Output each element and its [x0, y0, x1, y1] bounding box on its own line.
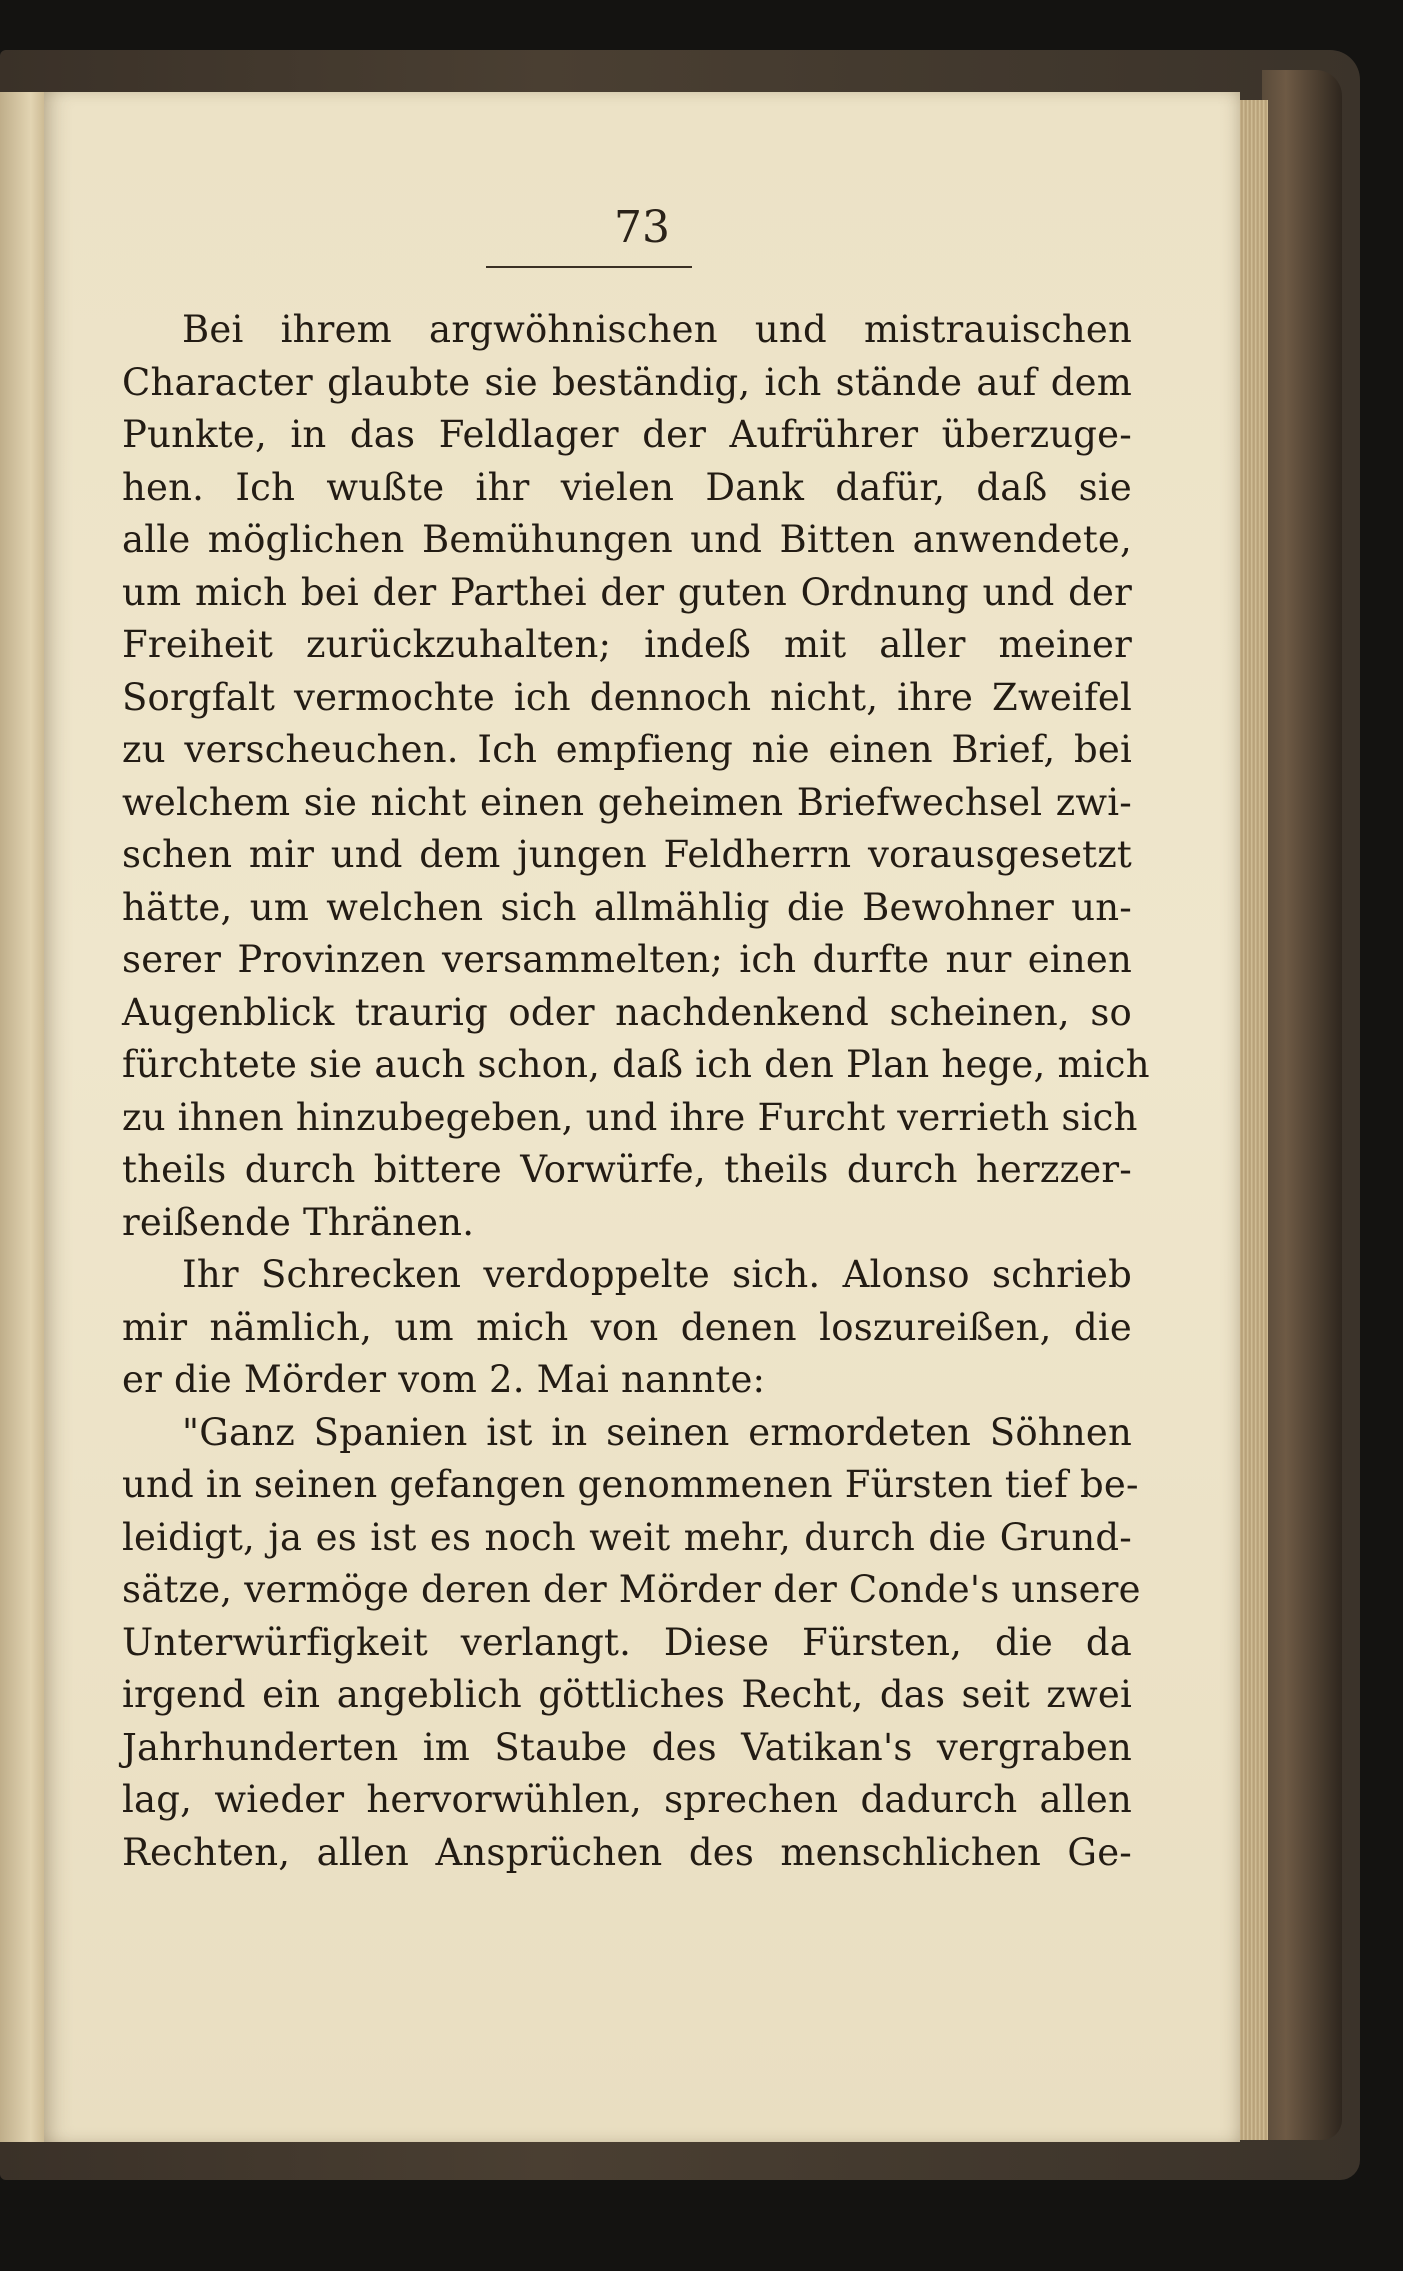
text-line: und in seinen gefangen genommenen Fürsten tief be-	[122, 1463, 1139, 1506]
text-line: hen. Ich wußte ihr vielen Dank dafür, daß sie	[122, 465, 1132, 509]
previous-page-sliver	[0, 92, 44, 2142]
text-line: zu verscheuchen. Ich empfieng nie einen Brief, bei	[122, 728, 1132, 771]
text-line: Unterwürfigkeit verlangt. Diese Fürsten, die da	[122, 1620, 1132, 1664]
text-line: Freiheit zurückzuhalten; indeß mit aller meiner	[122, 623, 1132, 666]
book-spine-edge	[1262, 70, 1342, 2140]
text-line: welchem sie nicht einen geheimen Briefwechsel zwi-	[122, 780, 1132, 824]
page-edges	[1236, 100, 1268, 2140]
text-line: Ihr Schrecken verdoppelte sich. Alonso schrieb	[182, 1253, 1132, 1296]
text-line: fürchtete sie auch schon, daß ich den Plan hege, mich	[122, 1043, 1150, 1086]
text-line: Augenblick traurig oder nachdenkend scheinen, so	[122, 990, 1132, 1034]
text-line: alle möglichen Bemühungen und Bitten anwendete,	[122, 518, 1132, 561]
text-line: sätze, vermöge deren der Mörder der Conde's unsere	[122, 1568, 1141, 1611]
text-line: schen mir und dem jungen Feldherrn vorausgesetzt	[122, 833, 1132, 876]
text-line: Sorgfalt vermochte ich dennoch nicht, ihre Zweifel	[122, 675, 1132, 719]
text-line: mir nämlich, um mich von denen loszureißen, die	[122, 1305, 1132, 1349]
text-line: zu ihnen hinzubegeben, und ihre Furcht verrieth sich	[122, 1095, 1138, 1139]
body-text	[122, 304, 1150, 1879]
text-line: theils durch bittere Vorwürfe, theils durch herzzer-	[122, 1148, 1132, 1191]
page-number: 73	[614, 202, 670, 253]
text-line: hätte, um welchen sich allmählig die Bewohner un-	[122, 885, 1132, 929]
text-line: reißende Thränen.	[122, 1200, 475, 1244]
text-line: Bei ihrem argwöhnischen und mistrauischen	[182, 308, 1132, 351]
text-line: leidigt, ja es ist es noch weit mehr, durch die Grund-	[122, 1515, 1132, 1559]
text-line: irgend ein angeblich göttliches Recht, das seit zwei	[122, 1673, 1132, 1716]
text-line: lag, wieder hervorwühlen, sprechen dadurch allen	[122, 1778, 1132, 1821]
text-line: um mich bei der Parthei der guten Ordnung und der	[122, 570, 1132, 614]
book-page	[44, 92, 1240, 2142]
text-line: Jahrhunderten im Staube des Vatikan's vergraben	[122, 1725, 1132, 1769]
text-line: "Ganz Spanien ist in seinen ermordeten Söhnen	[182, 1410, 1132, 1454]
header-rule	[486, 266, 692, 268]
text-line: Punkte, in das Feldlager der Aufrührer überzuge-	[122, 413, 1132, 456]
text-line: Rechten, allen Ansprüchen des menschlichen Ge-	[122, 1830, 1132, 1874]
text-line: Character glaubte sie beständig, ich stände auf dem	[122, 360, 1132, 404]
text-line: serer Provinzen versammelten; ich durfte nur einen	[122, 938, 1132, 981]
text-line: er die Mörder vom 2. Mai nannte:	[122, 1358, 766, 1401]
